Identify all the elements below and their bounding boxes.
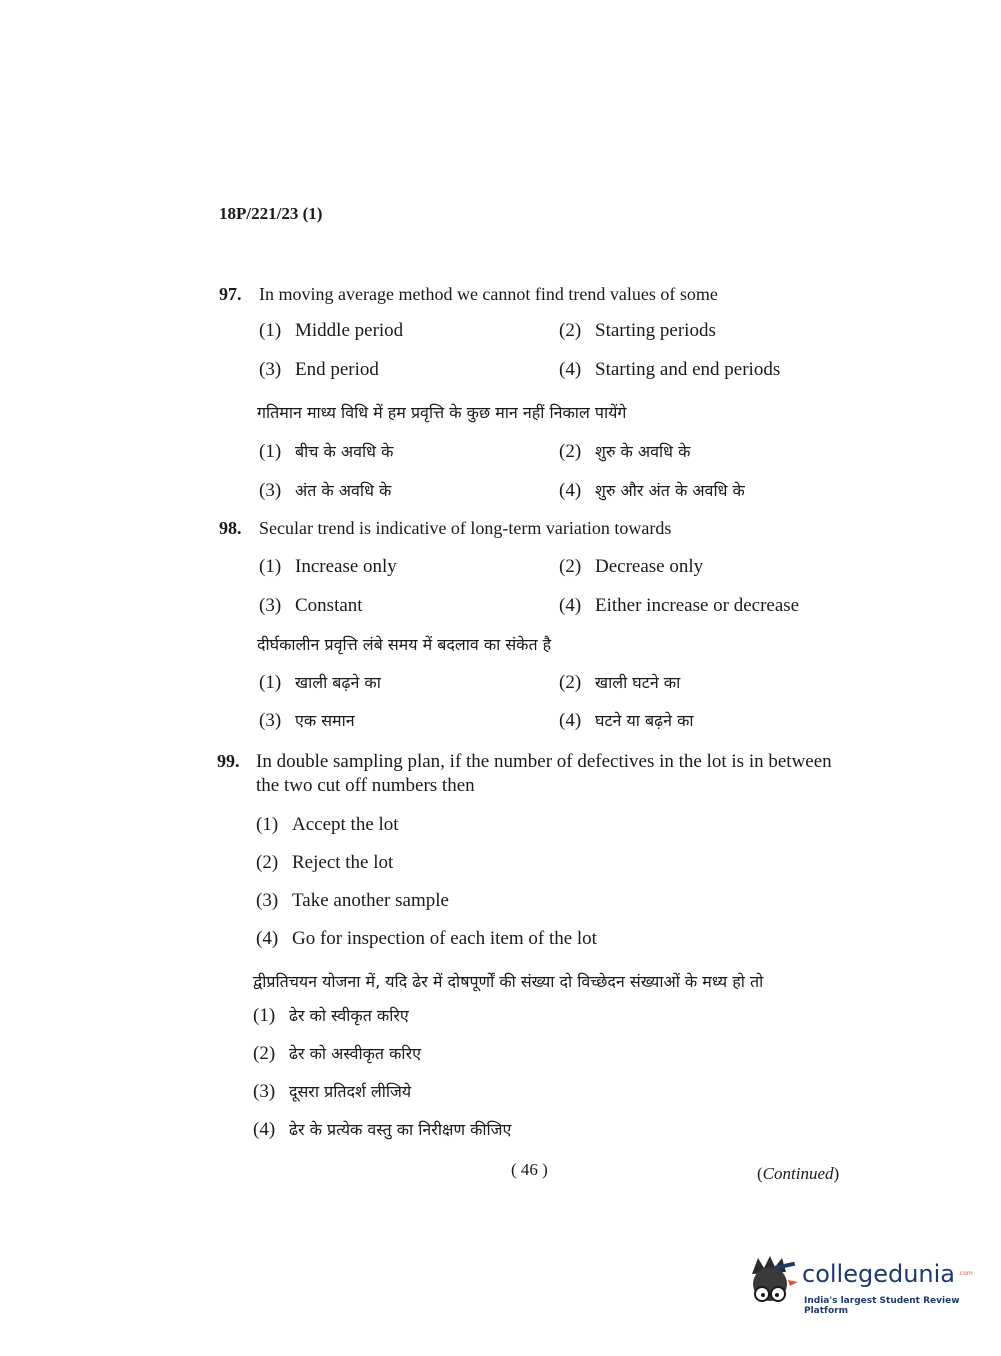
- option-en-4: (4) Go for inspection of each item of the lot: [256, 928, 597, 949]
- option-en-2: (2) Decrease only: [559, 556, 704, 577]
- question-text-en-line-2: the two cut off numbers then: [256, 775, 475, 796]
- option-hi-1: (1) बीच के अवधि के: [259, 441, 394, 462]
- option-en-4: (4) Either increase or decrease: [559, 595, 800, 616]
- option-hi-3: (3) एक समान: [259, 710, 355, 731]
- option-en-1: (1) Accept the lot: [256, 814, 399, 835]
- option-hi-4: (4) शुरु और अंत के अवधि के: [559, 480, 745, 501]
- option-hi-1: (1) खाली बढ़ने का: [259, 672, 381, 693]
- page-number: ( 46 ): [511, 1160, 548, 1179]
- option-hi-3: (3) अंत के अवधि के: [259, 480, 392, 501]
- option-en-2: (2) Starting periods: [559, 320, 716, 341]
- option-en-1: (1) Increase only: [259, 556, 397, 577]
- brand-name: collegedunia: [802, 1260, 956, 1288]
- option-hi-2: (2) शुरु के अवधि के: [559, 441, 691, 462]
- question-text-en: Secular trend is indicative of long-term variation towards: [259, 518, 672, 538]
- option-en-2: (2) Reject the lot: [256, 852, 394, 873]
- option-en-4: (4) Starting and end periods: [559, 359, 781, 380]
- question-number: 97.: [219, 284, 242, 304]
- option-hi-4: (4) घटने या बढ़ने का: [559, 710, 694, 731]
- option-hi-1: (1) ढेर को स्वीकृत करिए: [253, 1005, 409, 1026]
- continued-label: (Continued): [757, 1164, 840, 1183]
- mascot-icon: [742, 1252, 800, 1314]
- option-en-1: (1) Middle period: [259, 320, 404, 341]
- paper-code: 18P/221/23 (1): [219, 204, 323, 223]
- option-hi-2: (2) खाली घटने का: [559, 672, 681, 693]
- option-hi-4: (4) ढेर के प्रत्येक वस्तु का निरीक्षण कीजिए: [253, 1119, 512, 1140]
- option-en-3: (3) End period: [259, 359, 379, 380]
- question-number: 99.: [217, 751, 240, 771]
- question-text-hi: गतिमान माध्य विधि में हम प्रवृत्ति के कुछ मान नहीं निकाल पायेंगे: [257, 403, 627, 422]
- collegedunia-watermark: [742, 1252, 972, 1314]
- option-en-3: (3) Take another sample: [256, 890, 449, 911]
- option-en-3: (3) Constant: [259, 595, 363, 616]
- question-text-en: In moving average method we cannot find trend values of some: [259, 284, 718, 304]
- question-text-en-line-1: In double sampling plan, if the number of defectives in the lot is in between: [256, 751, 832, 772]
- option-hi-2: (2) ढेर को अस्वीकृत करिए: [253, 1043, 421, 1064]
- question-text-hi: दीर्घकालीन प्रवृत्ति लंबे समय में बदलाव का संकेत है: [257, 635, 552, 654]
- question-number: 98.: [219, 518, 242, 538]
- brand-domain: .com: [958, 1270, 973, 1277]
- option-hi-3: (3) दूसरा प्रतिदर्श लीजिये: [253, 1081, 412, 1102]
- question-text-hi: द्वीप्रतिचयन योजना में, यदि ढेर में दोषपूर्णों की संख्या दो विच्छेदन संख्याओं के मध्य हो तो: [253, 972, 764, 991]
- brand-tagline: India's largest Student Review Platform: [804, 1296, 960, 1316]
